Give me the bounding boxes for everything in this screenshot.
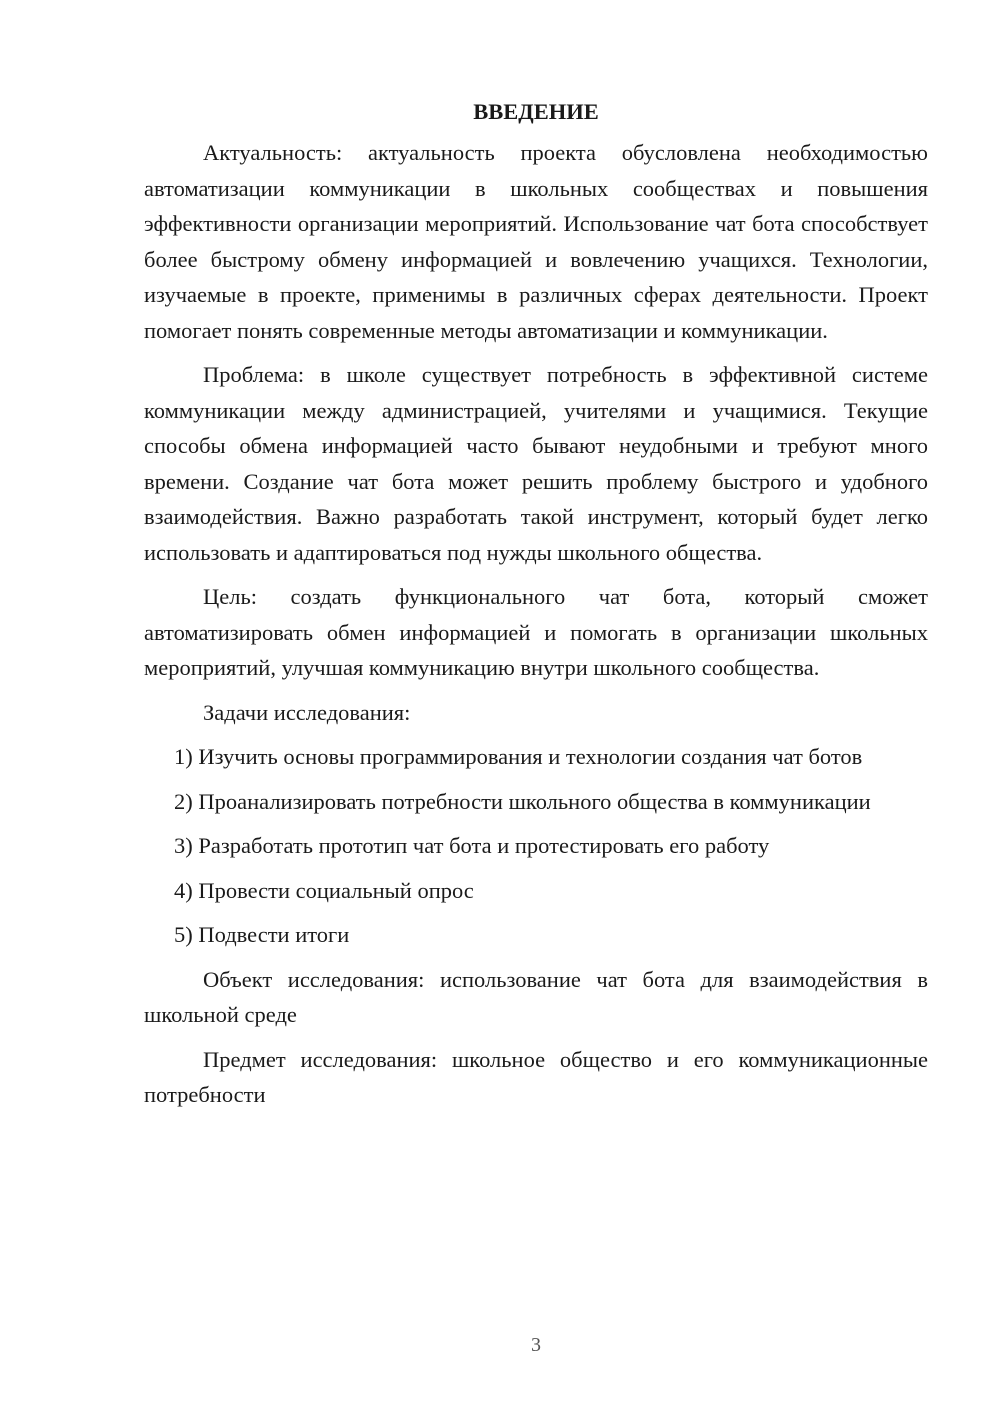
list-item: 3) Разработать прототип чат бота и протестировать его работу [174, 833, 770, 858]
paragraph-subject: Предмет исследования: школьное общество и его коммуникационные потребности [144, 1046, 928, 1107]
document-page [144, 94, 928, 1122]
tasks-heading: Задачи исследования: [203, 699, 411, 725]
page-title: ВВЕДЕНИЕ [473, 99, 599, 124]
tasks-list [144, 739, 928, 953]
page-number: 3 [531, 1334, 541, 1356]
paragraph-object: Объект исследования: использование чат бота для взаимодействия в школьной среде [144, 966, 928, 1027]
list-item: 1) Изучить основы программирования и технологии создания чат ботов [174, 744, 863, 769]
paragraph-relevance: Актуальность: актуальность проекта обусловлена необходимостью автоматизации коммуникации в школьных сообществах и повышения эффективности организации мероприятий. Использование чат бота способствует более быстрому обмену информацией и вовлечению учащихся. Технологии, изучаемые в проекте, применимы в различных сферах деятельности. Проект помогает понять современные методы автоматизации и коммуникации. [144, 140, 928, 343]
list-item: 4) Провести социальный опрос [174, 877, 474, 903]
list-item: 2) Проанализировать потребности школьного общества в коммуникации [174, 788, 871, 814]
paragraph-goal: Цель: создать функционального чат бота, который сможет автоматизировать обмен информацией и помогать в организации школьных мероприятий, улучшая коммуникацию внутри школьного сообщества. [144, 584, 928, 680]
paragraph-problem: Проблема: в школе существует потребность в эффективной системе коммуникации между администрацией, учителями и учащимися. Текущие способы обмена информацией часто бывают неудобными и требуют много времени. Создание чат бота может решить проблему быстрого и удобного взаимодействия. Важно разработать такой инструмент, который будет легко использовать и адаптироваться под нужды школьного общества. [144, 362, 928, 565]
list-item: 5) Подвести итоги [174, 922, 350, 947]
